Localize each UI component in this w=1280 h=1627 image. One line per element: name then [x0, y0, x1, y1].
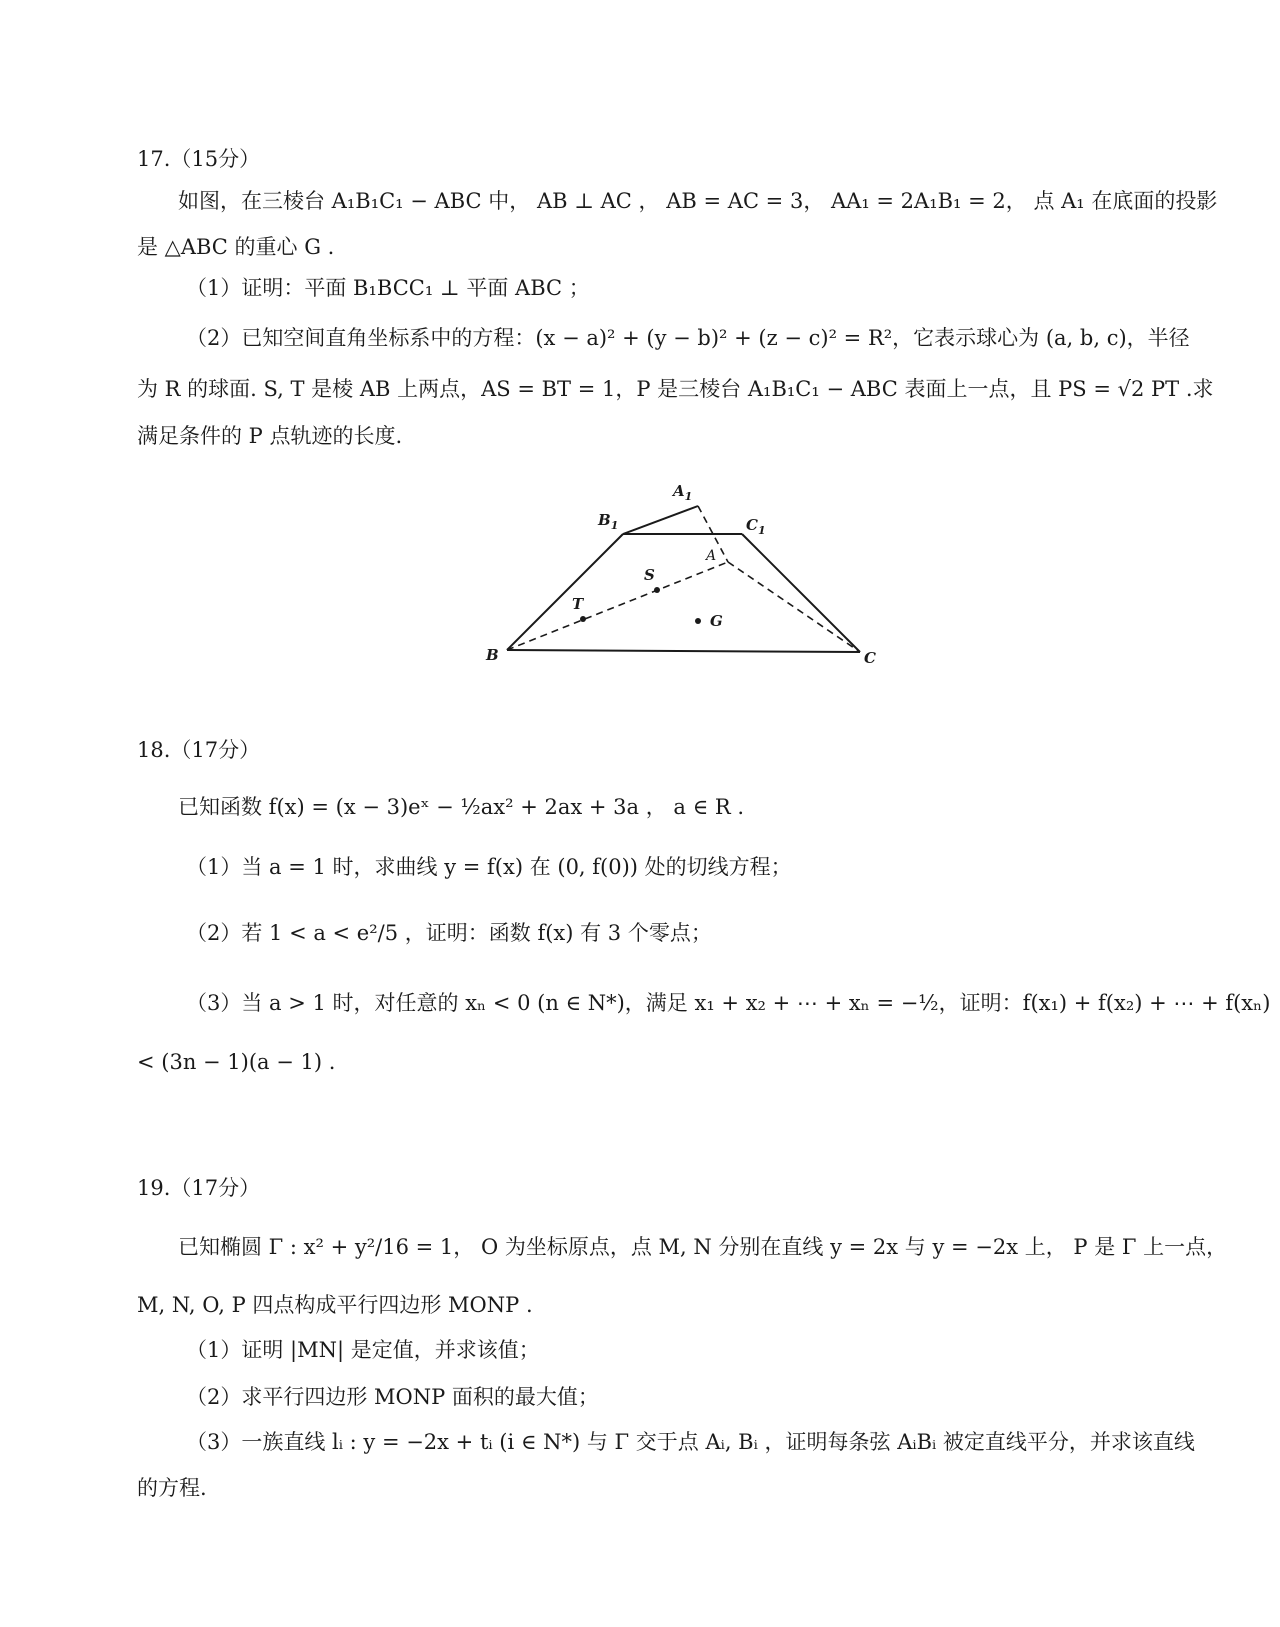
q19-part3-line1: （3）一族直线 lᵢ : y = −2x + tᵢ (i ∈ N*) 与 Γ 交于点 Aᵢ, Bᵢ ，证明每条弦 AᵢBᵢ 被定直线平分，并求该直线	[186, 1430, 1195, 1454]
q18-part2: （2）若 1 < a < e²/5 ，证明：函数 f(x) 有 3 个零点；	[186, 921, 712, 945]
q17-header: 17.（15分）	[137, 147, 261, 171]
q19-stem-line2: M, N, O, P 四点构成平行四边形 MONP .	[137, 1293, 533, 1317]
q18-stem: 已知函数 f(x) = (x − 3)eˣ − ½ax² + 2ax + 3a ， a ∈ R .	[178, 795, 744, 819]
q17-stem-line2: 是 △ABC 的重心 G .	[137, 235, 335, 259]
q19-header: 19.（17分）	[137, 1176, 261, 1200]
q17-part2-line1: （2）已知空间直角坐标系中的方程：(x − a)² + (y − b)² + (z − c)² = R²，它表示球心为 (a, b, c)，半径	[186, 326, 1190, 350]
label-B1: $B_1$	[598, 511, 619, 532]
label-S: S	[644, 566, 655, 584]
q18-header: 18.（17分）	[137, 738, 261, 762]
point-S	[654, 587, 660, 593]
q19-stem-line1: 已知椭圆 Γ : x² + y²/16 = 1， O 为坐标原点，点 M, N 分别在直线 y = 2x 与 y = −2x 上， P 是 Γ 上一点，	[178, 1235, 1228, 1259]
label-G: G	[710, 612, 723, 630]
edge-AB-hidden	[507, 562, 728, 650]
edge-CC1	[742, 534, 860, 652]
q19-part3-line2: 的方程.	[137, 1476, 207, 1500]
label-A: A	[706, 548, 717, 564]
q19-part1: （1）证明 |MN| 是定值，并求该值；	[186, 1338, 540, 1362]
q17-stem-line1: 如图，在三棱台 A₁B₁C₁ − ABC 中， AB ⊥ AC ， AB = AC = 3， AA₁ = 2A₁B₁ = 2， 点 A₁ 在底面的投影	[178, 189, 1218, 213]
edge-BB1	[507, 534, 623, 650]
label-C: C	[864, 649, 876, 667]
point-G	[695, 618, 701, 624]
frustum-figure	[470, 470, 900, 680]
q17-part2-line2: 为 R 的球面. S, T 是棱 AB 上两点，AS = BT = 1，P 是三棱台 A₁B₁C₁ − ABC 表面上一点，且 PS = √2 PT .求	[137, 377, 1214, 401]
q18-part1: （1）当 a = 1 时，求曲线 y = f(x) 在 (0, f(0)) 处的切线方程；	[186, 855, 792, 879]
label-T: T	[572, 595, 584, 613]
edge-BC	[507, 650, 860, 652]
q17-part2-line3: 满足条件的 P 点轨迹的长度.	[137, 424, 403, 448]
edge-AC-hidden	[728, 562, 860, 652]
edge-B1A1	[623, 506, 698, 534]
label-A1: $A_1$	[673, 482, 693, 503]
label-C1: $C_1$	[746, 516, 766, 537]
point-T	[580, 616, 586, 622]
q19-part2: （2）求平行四边形 MONP 面积的最大值；	[186, 1385, 599, 1409]
q18-part3-line1: （3）当 a > 1 时，对任意的 xₙ < 0 (n ∈ N*)，满足 x₁ + x₂ + ⋯ + xₙ = −½，证明：f(x₁) + f(x₂) + ⋯ + f(xₙ)	[186, 991, 1271, 1015]
q17-part1: （1）证明：平面 B₁BCC₁ ⊥ 平面 ABC ；	[186, 276, 590, 300]
label-B: B	[486, 646, 499, 664]
q18-part3-line2: < (3n − 1)(a − 1) .	[137, 1050, 336, 1074]
